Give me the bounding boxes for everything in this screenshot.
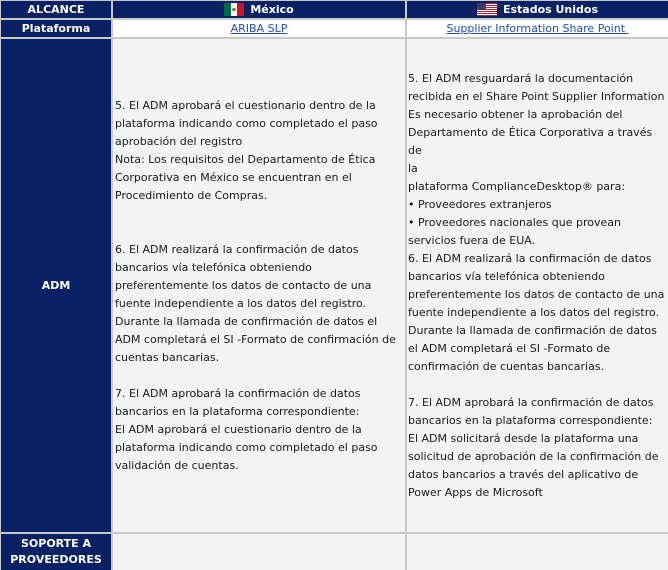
usa-step7-text: 7. El ADM aprobará la confirmación de datos bancarios en la plataforma correspondiente: El ADM solicitará desde la plataforma una solicitud de aprobación de la confirmación de datos bancarios a través del aplicativo de Power Apps de Microsoft: [408, 396, 659, 499]
header-alcance: [1, 1, 111, 18]
row-label-plataforma: [1, 20, 111, 37]
mexico-platform-cell: [113, 20, 405, 37]
usa-platform-cell: [407, 20, 668, 37]
row-label-adm: [1, 39, 111, 532]
usa-soporte-cell: [407, 534, 668, 570]
ariba-slp-link[interactable]: ARIBA SLP: [230, 22, 288, 35]
usa-flag-icon: [477, 3, 497, 16]
mexico-step7-text: 7. El ADM aprobará la confirmación de datos bancarios en la plataforma correspondiente: El ADM aprobará el cuestionario dentro de la plataforma indicando como completado el paso validación de cuentas.: [115, 387, 378, 472]
mexico-step6-text: 6. El ADM realizará la confirmación de datos bancarios vía telefónica obteniendo preferentemente los datos de contacto de una fuente independiente a los datos del registro. Durante la llamada de confirmación de datos el ADM completará el SI -Formato de confirmación de cuentas bancarias.: [115, 243, 396, 364]
mexico-flag-icon: [224, 3, 244, 16]
header-alcance-label: ALCANCE: [27, 3, 85, 16]
supplier-share-point-link[interactable]: Supplier Information Share Point: [446, 22, 629, 35]
usa-step6-text: 6. El ADM realizará la confirmación de datos bancarios vía telefónica obteniendo preferentemente los datos de contacto de una fuente independiente a los datos del registro. Durante la llamada de confirmación de datos el ADM completará el SI -Formato de confirmación de cuentas bancarias.: [408, 252, 665, 373]
header-usa: [407, 1, 668, 18]
plataforma-label: Plataforma: [21, 22, 91, 35]
header-mexico-label: México: [250, 3, 294, 16]
adm-label: ADM: [41, 279, 71, 292]
mexico-soporte-cell: [113, 534, 405, 570]
mexico-adm-cell: [113, 39, 405, 532]
header-mexico: [113, 1, 405, 18]
usa-step5-text: 5. El ADM resguardará la documentación recibida en el Share Point Supplier Information Es necesario obtener la aprobación del Departamento de Ética Corporativa a través de la plataforma ComplianceDesktop® para: • Proveedores extranjeros • Proveedores nacionales que provean servicios fuera de EUA.: [408, 72, 665, 247]
usa-adm-cell: [407, 39, 668, 532]
header-usa-label: Estados Unidos: [502, 3, 599, 16]
row-label-soporte: [1, 534, 111, 570]
soporte-label: SOPORTE A PROVEEDORES: [10, 537, 102, 566]
mexico-step5-text: 5. El ADM aprobará el cuestionario dentro de la plataforma indicando como completado el paso aprobación del registro Nota: Los requisitos del Departamento de Ética Corporativa en México se encuentran en el Procedimiento de Compras.: [115, 99, 378, 202]
